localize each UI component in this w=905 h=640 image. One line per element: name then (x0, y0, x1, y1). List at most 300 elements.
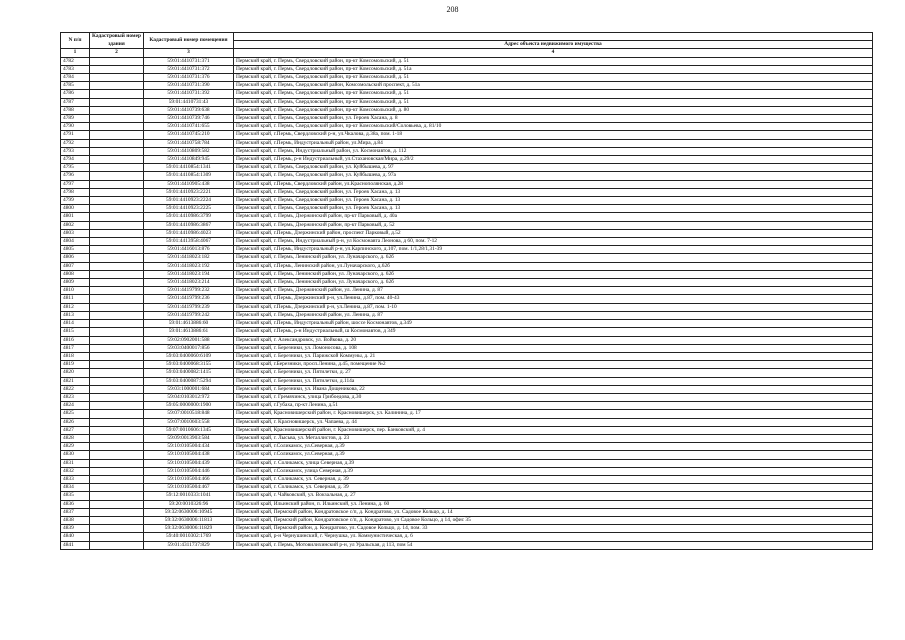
address-cell: Пермский край, г.Соликамск, улица Северная, д.39 (234, 467, 873, 475)
table-row (61, 385, 873, 393)
premises-cadastral-cell: 59:01:4418023:214 (144, 279, 234, 287)
building-cadastral-cell (90, 393, 144, 401)
building-cadastral-cell (90, 516, 144, 524)
building-cadastral-cell (90, 328, 144, 336)
property-register-table (60, 32, 873, 550)
address-cell: Пермский край, г. Пермь, Дзержинский район, ул. Ленина, д. 87 (234, 311, 873, 319)
building-cadastral-cell (90, 320, 144, 328)
address-cell: Пермский край, Пермский район, д. Кондратово, ул. Садовое Кольцо, д. 14, пом. 33 (234, 525, 873, 533)
premises-cadastral-cell: 59:03:1000001:684 (144, 385, 234, 393)
row-number-cell: 4784 (61, 74, 90, 82)
table-row (61, 147, 873, 155)
premises-cadastral-cell: 59:01:4410739:638 (144, 106, 234, 114)
premises-cadastral-cell: 59:20:0010326:96 (144, 500, 234, 508)
table-row (61, 65, 873, 73)
row-number-cell: 4815 (61, 328, 90, 336)
building-cadastral-cell (90, 106, 144, 114)
row-number-cell: 4782 (61, 57, 90, 65)
building-cadastral-cell (90, 238, 144, 246)
premises-cadastral-cell: 59:04:0103012:972 (144, 393, 234, 401)
address-cell: Пермский край, г. Пермь, Свердловский район, Комсомольский проспект, д. 51а (234, 82, 873, 90)
address-cell: Пермский край, г. Пермь, Индустриальный район, ул. Космонавтов, д. 112 (234, 147, 873, 155)
building-cadastral-cell (90, 541, 144, 549)
row-number-cell: 4811 (61, 295, 90, 303)
building-cadastral-cell (90, 98, 144, 106)
address-cell: Пермский край, г.Губаха, пр-кт Ленина, д.51 (234, 402, 873, 410)
building-cadastral-cell (90, 123, 144, 131)
table-row (61, 303, 873, 311)
premises-cadastral-cell: 59:01:4410731:372 (144, 65, 234, 73)
table-row (61, 139, 873, 147)
address-cell: Пермский край, г. Пермь, Свердловский район, пр-кт Комсомольский, д. 51 (234, 90, 873, 98)
table-row (61, 336, 873, 344)
building-cadastral-cell (90, 197, 144, 205)
building-cadastral-cell (90, 369, 144, 377)
row-number-cell: 4786 (61, 90, 90, 98)
row-number-cell: 4827 (61, 426, 90, 434)
table-row (61, 377, 873, 385)
row-number-cell: 4816 (61, 336, 90, 344)
table-row (61, 262, 873, 270)
building-cadastral-cell (90, 402, 144, 410)
premises-cadastral-cell: 59:03:0400017:856 (144, 344, 234, 352)
table-row (61, 164, 873, 172)
address-cell: Пермский край, Пермский район, Кондратовское с/п, д. Кондратово, ул Садовое Кольцо, д 14, офис 35 (234, 516, 873, 524)
table-row (61, 229, 873, 237)
header-address-blank (234, 33, 873, 41)
row-number-cell: 4813 (61, 311, 90, 319)
table-row (61, 369, 873, 377)
table-row (61, 418, 873, 426)
premises-cadastral-cell: 59:01:4410986:4023 (144, 229, 234, 237)
row-number-cell: 4807 (61, 262, 90, 270)
building-cadastral-cell (90, 459, 144, 467)
table-row (61, 180, 873, 188)
row-number-cell: 4799 (61, 197, 90, 205)
row-number-cell: 4798 (61, 188, 90, 196)
premises-cadastral-cell: 59:03:0400087:5294 (144, 377, 234, 385)
row-number-cell: 4835 (61, 492, 90, 500)
table-row (61, 57, 873, 65)
address-cell: Пермский край, г.Пермь, Дзержинский р-н, ул.Ленина, д.87, пом. 1-10 (234, 303, 873, 311)
address-cell: Пермский край, г. Березники, ул. Ломоносова, д. 108 (234, 344, 873, 352)
table-row (61, 467, 873, 475)
table-row (61, 459, 873, 467)
table-row (61, 484, 873, 492)
row-number-cell: 4838 (61, 516, 90, 524)
building-cadastral-cell (90, 295, 144, 303)
premises-cadastral-cell: 59:32:0630006:11829 (144, 525, 234, 533)
building-cadastral-cell (90, 213, 144, 221)
table-row (61, 516, 873, 524)
building-cadastral-cell (90, 303, 144, 311)
address-cell: Пермский край, р-н Чернушинский, г. Чернушка, ул. Коммунистическая, д. 6 (234, 533, 873, 541)
table-row (61, 221, 873, 229)
row-number-cell: 4833 (61, 475, 90, 483)
building-cadastral-cell (90, 336, 144, 344)
address-cell: Пермский край, г. Пермь, Ленинский район, ул. Луначарского, д. 62б (234, 270, 873, 278)
table-row (61, 270, 873, 278)
premises-cadastral-cell: 59:10:0105004:466 (144, 475, 234, 483)
address-cell: Пермский край, г.Березники, просп.Ленина, д.45, помещение №2 (234, 361, 873, 369)
row-number-cell: 4788 (61, 106, 90, 114)
row-number-cell: 4825 (61, 410, 90, 418)
premises-cadastral-cell: 59:01:4410741:655 (144, 123, 234, 131)
address-cell: Пермский край, г. Пермь, Свердловский район, пр-кт Комсомольский/Соловьева, д. 81/10 (234, 123, 873, 131)
table-row (61, 74, 873, 82)
row-number-cell: 4828 (61, 434, 90, 442)
building-cadastral-cell (90, 229, 144, 237)
building-cadastral-cell (90, 525, 144, 533)
address-cell: Пермский край, г. Александровск, ул. Войкова, д. 20 (234, 336, 873, 344)
table-row (61, 98, 873, 106)
building-cadastral-cell (90, 344, 144, 352)
premises-cadastral-cell: 59:01:4410758:784 (144, 139, 234, 147)
header-num-2: 2 (90, 49, 144, 57)
building-cadastral-cell (90, 451, 144, 459)
row-number-cell: 4805 (61, 246, 90, 254)
header-num-4: 4 (234, 49, 873, 57)
address-cell: Пермский край, г.Соликамск, ул.Северная, д.39 (234, 443, 873, 451)
premises-cadastral-cell: 59:01:4419799:239 (144, 303, 234, 311)
premises-cadastral-cell: 59:03:0400060:6109 (144, 352, 234, 360)
row-number-cell: 4802 (61, 221, 90, 229)
table-row (61, 213, 873, 221)
address-cell: Пермский край, г. Пермь, Свердловский район, пр-кт Комсомольский, д. 80 (234, 106, 873, 114)
header-building-cadastral: Кадастровый номер здания (90, 33, 144, 49)
premises-cadastral-cell: 59:01:4410731:390 (144, 82, 234, 90)
address-cell: Пермский край, г. Чайковский, ул. Вокзальная, д. 27 (234, 492, 873, 500)
table-row (61, 90, 873, 98)
address-cell: Пермский край, Красновишерский район, г. Красновишерск, ул. Калинина, д. 17 (234, 410, 873, 418)
table-row (61, 533, 873, 541)
premises-cadastral-cell: 59:40:0010302:1769 (144, 533, 234, 541)
building-cadastral-cell (90, 361, 144, 369)
row-number-cell: 4834 (61, 484, 90, 492)
header-row-number: N п/п (61, 33, 90, 49)
address-cell: Пермский край, г. Красновишерск, ул. Чапаева, д. 44 (234, 418, 873, 426)
building-cadastral-cell (90, 410, 144, 418)
row-number-cell: 4796 (61, 172, 90, 180)
building-cadastral-cell (90, 205, 144, 213)
building-cadastral-cell (90, 188, 144, 196)
premises-cadastral-cell: 59:07:0010606:1345 (144, 426, 234, 434)
table-row (61, 279, 873, 287)
address-cell: Пермский край, г.Пермь, Свердловский район, ул.Краснополянская, д.28 (234, 180, 873, 188)
table-row (61, 541, 873, 549)
row-number-cell: 4837 (61, 508, 90, 516)
row-number-cell: 4820 (61, 369, 90, 377)
table-row (61, 123, 873, 131)
building-cadastral-cell (90, 180, 144, 188)
premises-cadastral-cell: 59:01:4410731:392 (144, 90, 234, 98)
table-row (61, 295, 873, 303)
premises-cadastral-cell: 59:01:4613886:61 (144, 328, 234, 336)
row-number-cell: 4824 (61, 402, 90, 410)
table-row (61, 393, 873, 401)
table-row (61, 172, 873, 180)
address-cell: Пермский край, г. Пермь, Свердловский район, ул. Героев Хасана, д. 8 (234, 115, 873, 123)
address-cell: Пермский край, г. Пермь, Мотовилихинский р-н, ул Уральская, д 113, пом 54 (234, 541, 873, 549)
building-cadastral-cell (90, 221, 144, 229)
premises-cadastral-cell: 59:03:0400068:3155 (144, 361, 234, 369)
row-number-cell: 4817 (61, 344, 90, 352)
row-number-cell: 4819 (61, 361, 90, 369)
address-cell: Пермский край, г.Пермь, Индустриальный район, шоссе Космонавтов, д.349 (234, 320, 873, 328)
row-number-cell: 4785 (61, 82, 90, 90)
premises-cadastral-cell: 59:01:4410849:945 (144, 156, 234, 164)
premises-cadastral-cell: 59:01:4410923:2224 (144, 197, 234, 205)
row-number-cell: 4818 (61, 352, 90, 360)
address-cell: Пермский край, г.Пермь, Свердловский р-н, ул.Чкалова, д.38а, пом. 1-18 (234, 131, 873, 139)
premises-cadastral-cell: 59:10:0105004:439 (144, 459, 234, 467)
table-body (61, 57, 873, 549)
premises-cadastral-cell: 59:07:0010518:848 (144, 410, 234, 418)
table-row (61, 402, 873, 410)
premises-cadastral-cell: 59:01:4410731:43 (144, 98, 234, 106)
premises-cadastral-cell: 59:01:4410731:376 (144, 74, 234, 82)
address-cell: Пермский край, г. Пермь, Свердловский район, пр-кт Комсомольский, д. 51 (234, 98, 873, 106)
building-cadastral-cell (90, 172, 144, 180)
premises-cadastral-cell: 59:05:0000000:1900 (144, 402, 234, 410)
row-number-cell: 4783 (61, 65, 90, 73)
address-cell: Пермский край, г.Пермь, Дзержинский район, проспект Парковый, д.52 (234, 229, 873, 237)
premises-cadastral-cell: 59:01:4410739:746 (144, 115, 234, 123)
premises-cadastral-cell: 59:01:4418023:194 (144, 270, 234, 278)
building-cadastral-cell (90, 377, 144, 385)
row-number-cell: 4841 (61, 541, 90, 549)
building-cadastral-cell (90, 164, 144, 172)
header-num-3: 3 (144, 49, 234, 57)
address-cell: Пермский край, г. Соликамск, ул. Северная, д. 39 (234, 484, 873, 492)
building-cadastral-cell (90, 443, 144, 451)
premises-cadastral-cell: 59:01:4311737:829 (144, 541, 234, 549)
address-cell: Пермский край, г. Березники, ул. Ивана Дощеникова, 22 (234, 385, 873, 393)
premises-cadastral-cell: 59:10:0105004:467 (144, 484, 234, 492)
row-number-cell: 4789 (61, 115, 90, 123)
premises-cadastral-cell: 59:01:4419799:232 (144, 287, 234, 295)
address-cell: Пермский край, г. Пермь, Свердловский район, ул. Героев Хасана, д. 13 (234, 188, 873, 196)
building-cadastral-cell (90, 270, 144, 278)
premises-cadastral-cell: 59:01:4413958:4067 (144, 238, 234, 246)
building-cadastral-cell (90, 287, 144, 295)
premises-cadastral-cell: 59:01:4410854:1309 (144, 172, 234, 180)
header-address: Адрес объекта недвижимого имущества (234, 41, 873, 49)
premises-cadastral-cell: 59:32:0630006:11813 (144, 516, 234, 524)
table-row (61, 451, 873, 459)
premises-cadastral-cell: 59:01:4410905:438 (144, 180, 234, 188)
row-number-cell: 4809 (61, 279, 90, 287)
building-cadastral-cell (90, 434, 144, 442)
premises-cadastral-cell: 59:01:4410986:3799 (144, 213, 234, 221)
building-cadastral-cell (90, 156, 144, 164)
address-cell: Пермский край, г.Пермь, Индустриальный район, ул.Мира, д.84 (234, 139, 873, 147)
premises-cadastral-cell: 59:01:4419799:242 (144, 311, 234, 319)
row-number-cell: 4831 (61, 459, 90, 467)
row-number-cell: 4797 (61, 180, 90, 188)
row-number-cell: 4793 (61, 147, 90, 155)
table-row (61, 475, 873, 483)
address-cell: Пермский край, г. Лысьва, ул. Металлистов, д. 23 (234, 434, 873, 442)
building-cadastral-cell (90, 139, 144, 147)
address-cell: Пермский край, г. Пермь, Свердловский район, пр-кт Комсомольский, д. 51 (234, 57, 873, 65)
premises-cadastral-cell: 59:03:0400082:1415 (144, 369, 234, 377)
premises-cadastral-cell: 59:07:0010603:558 (144, 418, 234, 426)
row-number-cell: 4823 (61, 393, 90, 401)
address-cell: Пермский край, г.Пермь, р-н Индустриальный, ш Космонавтов, д 349 (234, 328, 873, 336)
row-number-cell: 4806 (61, 254, 90, 262)
premises-cadastral-cell: 59:12:0010333:1041 (144, 492, 234, 500)
address-cell: Пермский край, г.Пермь, Дзержинский р-н, ул.Ленина, д.87, пом. 40-43 (234, 295, 873, 303)
address-cell: Пермский край, г. Пермь, Свердловский район, пр-кт Комсомольский, д. 51 (234, 74, 873, 82)
building-cadastral-cell (90, 500, 144, 508)
table-row (61, 410, 873, 418)
row-number-cell: 4829 (61, 443, 90, 451)
table-row (61, 188, 873, 196)
table-row (61, 115, 873, 123)
table-row (61, 426, 873, 434)
building-cadastral-cell (90, 262, 144, 270)
building-cadastral-cell (90, 426, 144, 434)
premises-cadastral-cell: 59:01:4410731:371 (144, 57, 234, 65)
address-cell: Пермский край, Пермский район, Кондратовское с/п, д. Кондратово, ул. Садовое Кольцо, д. 14 (234, 508, 873, 516)
table-row (61, 508, 873, 516)
row-number-cell: 4808 (61, 270, 90, 278)
address-cell: Пермский край, г. Пермь, Свердловский район, ул. Героев Хасана, д. 13 (234, 197, 873, 205)
row-number-cell: 4821 (61, 377, 90, 385)
row-number-cell: 4839 (61, 525, 90, 533)
premises-cadastral-cell: 59:10:0105004:446 (144, 467, 234, 475)
address-cell: Пермский край, г. Пермь, Дзержинский район, ул. Ленина, д. 87 (234, 287, 873, 295)
building-cadastral-cell (90, 65, 144, 73)
premises-cadastral-cell: 59:32:0630006:10945 (144, 508, 234, 516)
address-cell: Пермский край, г. Пермь, Свердловский район, ул. Куйбышева, д. 97а (234, 172, 873, 180)
address-cell: Пермский край, г. Пермь, Свердловский район, пр-кт Комсомольский, д. 51а (234, 65, 873, 73)
premises-cadastral-cell: 59:01:4410745:210 (144, 131, 234, 139)
table-row (61, 311, 873, 319)
address-cell: Пермский край, Красновишерский район, г. Красновишерск, пер. Банковский, д. 4 (234, 426, 873, 434)
building-cadastral-cell (90, 254, 144, 262)
building-cadastral-cell (90, 475, 144, 483)
building-cadastral-cell (90, 508, 144, 516)
building-cadastral-cell (90, 385, 144, 393)
table-row (61, 246, 873, 254)
address-cell: Пермский край, г. Гремячинск, улица Грибоедова, д.30 (234, 393, 873, 401)
premises-cadastral-cell: 59:01:4410809:582 (144, 147, 234, 155)
building-cadastral-cell (90, 90, 144, 98)
table-row (61, 500, 873, 508)
premises-cadastral-cell: 59:01:4418023:192 (144, 262, 234, 270)
table-row (61, 525, 873, 533)
address-cell: Пермский край, г. Пермь, Свердловский район, ул. Героев Хасана, д. 13 (234, 205, 873, 213)
premises-cadastral-cell: 59:02:0902001:588 (144, 336, 234, 344)
table-row (61, 205, 873, 213)
header-num-1: 1 (61, 49, 90, 57)
address-cell: Пермский край, г. Соликамск, улица Северная, д.39 (234, 459, 873, 467)
header-premises-cadastral: Кадастровый номер помещения (144, 33, 234, 49)
row-number-cell: 4791 (61, 131, 90, 139)
building-cadastral-cell (90, 279, 144, 287)
premises-cadastral-cell: 59:01:4410923:2221 (144, 188, 234, 196)
premises-cadastral-cell: 59:01:4613886:60 (144, 320, 234, 328)
address-cell: Пермский край, г. Березники, ул. Пятилетки, д.114а (234, 377, 873, 385)
address-cell: Пермский край, г. Пермь, Ленинский район, ул. Луначарского, д. 62б (234, 279, 873, 287)
row-number-cell: 4814 (61, 320, 90, 328)
address-cell: Пермский край, г. Пермь, Индустриальный р-н, ул Космонавта Леонова, д 60, пом. 7-12 (234, 238, 873, 246)
table-row (61, 287, 873, 295)
address-cell: Пермский край, г. Соликамск, ул. Северная, д. 39 (234, 475, 873, 483)
address-cell: Пермский край, г. Пермь, Ленинский район, ул. Луначарского, д. 62б (234, 254, 873, 262)
premises-cadastral-cell: 59:10:0105004:434 (144, 443, 234, 451)
table-row (61, 443, 873, 451)
row-number-cell: 4790 (61, 123, 90, 131)
page-number: 208 (446, 5, 459, 14)
address-cell: Пермский край, г.Пермь, Ленинский район, ул.Луначарского, д.62б (234, 262, 873, 270)
row-number-cell: 4801 (61, 213, 90, 221)
row-number-cell: 4792 (61, 139, 90, 147)
address-cell: Пермский край, г. Пермь, Свердловский район, ул. Куйбышева, д. 97 (234, 164, 873, 172)
building-cadastral-cell (90, 484, 144, 492)
row-number-cell: 4832 (61, 467, 90, 475)
table-row (61, 320, 873, 328)
address-cell: Пермский край, Ильинский район, п. Ильинский, ул. Ленина, д. 60 (234, 500, 873, 508)
address-cell: Пермский край, г.Пермь, Индустриальный р-н, ул.Карпинского, д.107, пом. 1/1,28/1,31-39 (234, 246, 873, 254)
premises-cadastral-cell: 59:10:0105004:438 (144, 451, 234, 459)
table-row (61, 328, 873, 336)
premises-cadastral-cell: 59:01:4416013:876 (144, 246, 234, 254)
premises-cadastral-cell: 59:01:4410986:3867 (144, 221, 234, 229)
table-row (61, 492, 873, 500)
building-cadastral-cell (90, 467, 144, 475)
row-number-cell: 4800 (61, 205, 90, 213)
table-row (61, 82, 873, 90)
row-number-cell: 4795 (61, 164, 90, 172)
premises-cadastral-cell: 59:09:0013903:584 (144, 434, 234, 442)
building-cadastral-cell (90, 115, 144, 123)
premises-cadastral-cell: 59:01:4418023:182 (144, 254, 234, 262)
row-number-cell: 4804 (61, 238, 90, 246)
table-row (61, 238, 873, 246)
table-row (61, 361, 873, 369)
table-row (61, 131, 873, 139)
building-cadastral-cell (90, 82, 144, 90)
table-row (61, 434, 873, 442)
table-row (61, 254, 873, 262)
row-number-cell: 4803 (61, 229, 90, 237)
address-cell: Пермский край, г. Пермь, Дзержинский район, пр-кт Парковый, д. 40а (234, 213, 873, 221)
building-cadastral-cell (90, 57, 144, 65)
row-number-cell: 4822 (61, 385, 90, 393)
row-number-cell: 4840 (61, 533, 90, 541)
row-number-cell: 4794 (61, 156, 90, 164)
building-cadastral-cell (90, 352, 144, 360)
building-cadastral-cell (90, 147, 144, 155)
address-cell: Пермский край, г. Березники, ул. Парижской Коммуны, д. 21 (234, 352, 873, 360)
table-row (61, 156, 873, 164)
building-cadastral-cell (90, 131, 144, 139)
row-number-cell: 4787 (61, 98, 90, 106)
table-row (61, 197, 873, 205)
building-cadastral-cell (90, 418, 144, 426)
building-cadastral-cell (90, 533, 144, 541)
address-cell: Пермский край, г. Березники, ул. Пятилетки, д. 27 (234, 369, 873, 377)
building-cadastral-cell (90, 74, 144, 82)
premises-cadastral-cell: 59:01:4419799:236 (144, 295, 234, 303)
address-cell: Пермский край, г.Соликамск, ул.Северная, д.39 (234, 451, 873, 459)
row-number-cell: 4830 (61, 451, 90, 459)
row-number-cell: 4812 (61, 303, 90, 311)
row-number-cell: 4810 (61, 287, 90, 295)
